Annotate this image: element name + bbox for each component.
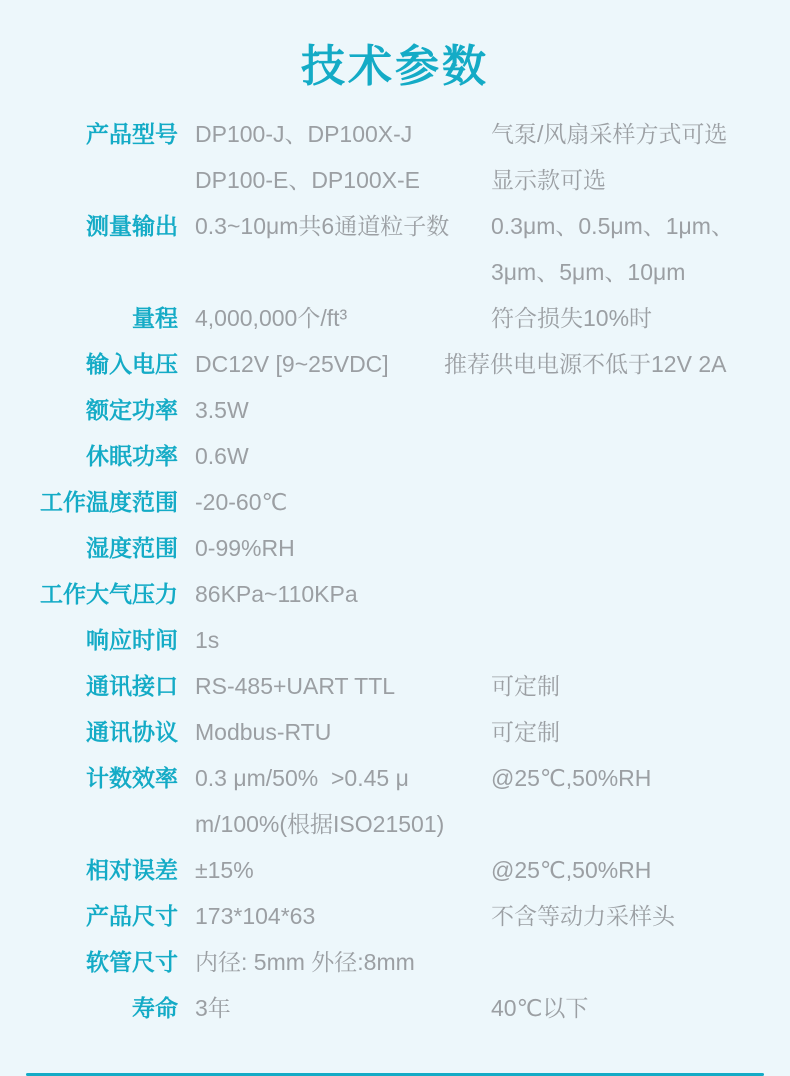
spec-note <box>491 617 780 663</box>
spec-note <box>491 433 780 479</box>
spec-value-line: 内径: 5mm 外径:8mm <box>195 949 415 975</box>
spec-row <box>10 387 780 433</box>
spec-value-line: 0.3~10μm共6通道粒子数 <box>195 213 450 239</box>
spec-label <box>10 387 178 433</box>
spec-note <box>491 571 780 617</box>
spec-row <box>10 617 780 663</box>
spec-value <box>178 663 491 709</box>
spec-value <box>178 341 444 387</box>
spec-label <box>10 709 178 755</box>
spec-value-line: m/100%(根据ISO21501) <box>195 811 445 837</box>
spec-value-line: DP100-J、DP100X-J <box>195 121 413 147</box>
spec-value-line: DC12V [9~25VDC] <box>195 351 389 377</box>
spec-label <box>10 755 178 847</box>
spec-label <box>10 847 178 893</box>
spec-note-line: 40℃以下 <box>491 995 589 1021</box>
spec-row <box>10 939 780 985</box>
spec-label-text: 响应时间 <box>86 627 178 653</box>
spec-label <box>10 663 178 709</box>
spec-value-line: Modbus-RTU <box>195 719 332 745</box>
spec-row <box>10 341 780 387</box>
spec-row <box>10 985 780 1031</box>
spec-row <box>10 479 780 525</box>
spec-note-line: 可定制 <box>491 719 560 745</box>
spec-label-text: 湿度范围 <box>86 535 178 561</box>
spec-label-text: 额定功率 <box>86 397 178 423</box>
spec-note <box>491 939 780 985</box>
spec-value <box>178 571 491 617</box>
spec-note <box>491 203 780 295</box>
spec-note <box>491 111 780 203</box>
spec-note <box>491 709 780 755</box>
spec-value-line: ±15% <box>195 857 254 883</box>
spec-value <box>178 203 491 295</box>
spec-row <box>10 755 780 847</box>
spec-value <box>178 985 491 1031</box>
spec-note <box>491 985 780 1031</box>
spec-label <box>10 341 178 387</box>
spec-value <box>178 847 491 893</box>
spec-value-line: RS-485+UART TTL <box>195 673 396 699</box>
spec-row <box>10 847 780 893</box>
spec-note-line: 气泵/风扇采样方式可选 <box>491 121 728 147</box>
spec-label-text: 计数效率 <box>86 765 178 791</box>
spec-note-line: 3μm、5μm、10μm <box>491 259 686 285</box>
spec-value <box>178 617 491 663</box>
spec-label <box>10 617 178 663</box>
spec-row <box>10 663 780 709</box>
spec-label-text: 相对误差 <box>86 857 178 883</box>
spec-row <box>10 571 780 617</box>
spec-label-text: 产品尺寸 <box>86 903 178 929</box>
spec-label-text: 测量输出 <box>86 213 178 239</box>
spec-value-line: 86KPa~110KPa <box>195 581 358 607</box>
spec-label <box>10 111 178 203</box>
spec-label <box>10 295 178 341</box>
spec-note-line: @25℃,50%RH <box>491 765 652 791</box>
spec-label-text: 量程 <box>132 305 178 331</box>
spec-label <box>10 571 178 617</box>
spec-note-line: 推荐供电电源不低于12V 2A <box>444 351 727 377</box>
spec-value-line: DP100-E、DP100X-E <box>195 167 420 193</box>
spec-value <box>178 755 491 847</box>
spec-note-line: 符合损失10%时 <box>491 305 653 331</box>
spec-table <box>0 105 790 1031</box>
spec-value <box>178 387 491 433</box>
spec-value-line: 1s <box>195 627 220 653</box>
spec-label-text: 产品型号 <box>86 121 178 147</box>
spec-label <box>10 203 178 295</box>
spec-note <box>444 341 780 387</box>
spec-note-line: 不含等动力采样头 <box>491 903 675 929</box>
spec-value-line: 0-99%RH <box>195 535 295 561</box>
spec-value <box>178 893 491 939</box>
spec-row <box>10 893 780 939</box>
spec-value <box>178 525 491 571</box>
spec-note <box>491 893 780 939</box>
spec-value <box>178 709 491 755</box>
spec-value-line: -20-60℃ <box>195 489 288 515</box>
page-title: 技术参数 <box>301 42 489 91</box>
spec-label <box>10 939 178 985</box>
spec-value-line: 4,000,000个/ft³ <box>195 305 348 331</box>
spec-value-line: 173*104*63 <box>195 903 316 929</box>
spec-label-text: 寿命 <box>132 995 178 1021</box>
spec-label-text: 输入电压 <box>86 351 178 377</box>
spec-note-line: @25℃,50%RH <box>491 857 652 883</box>
spec-row <box>10 709 780 755</box>
spec-value <box>178 433 491 479</box>
spec-note <box>491 295 780 341</box>
spec-row <box>10 433 780 479</box>
spec-label-text: 休眠功率 <box>86 443 178 469</box>
spec-label-text: 工作温度范围 <box>40 489 178 515</box>
spec-value <box>178 939 491 985</box>
spec-value-line: 0.6W <box>195 443 249 469</box>
spec-note <box>491 847 780 893</box>
spec-row <box>10 203 780 295</box>
spec-note-line: 显示款可选 <box>491 167 606 193</box>
spec-label-text: 软管尺寸 <box>86 949 178 975</box>
spec-value <box>178 111 491 203</box>
spec-note <box>491 525 780 571</box>
spec-value <box>178 295 491 341</box>
spec-value <box>178 479 491 525</box>
spec-value-line: 3.5W <box>195 397 249 423</box>
spec-row <box>10 111 780 203</box>
spec-label <box>10 893 178 939</box>
spec-row <box>10 295 780 341</box>
spec-note-line: 0.3μm、0.5μm、1μm、 <box>491 213 734 239</box>
spec-value-line: 0.3 μm/50% >0.45 μ <box>195 765 409 791</box>
spec-label <box>10 525 178 571</box>
spec-label-text: 工作大气压力 <box>40 581 178 607</box>
spec-label-text: 通讯协议 <box>86 719 178 745</box>
spec-value-line: 3年 <box>195 995 231 1021</box>
spec-label-text: 通讯接口 <box>86 673 178 699</box>
spec-note <box>491 663 780 709</box>
spec-row <box>10 525 780 571</box>
spec-label <box>10 433 178 479</box>
spec-note <box>491 755 780 847</box>
spec-note <box>491 479 780 525</box>
spec-label <box>10 985 178 1031</box>
spec-label <box>10 479 178 525</box>
spec-note <box>491 387 780 433</box>
spec-note-line: 可定制 <box>491 673 560 699</box>
